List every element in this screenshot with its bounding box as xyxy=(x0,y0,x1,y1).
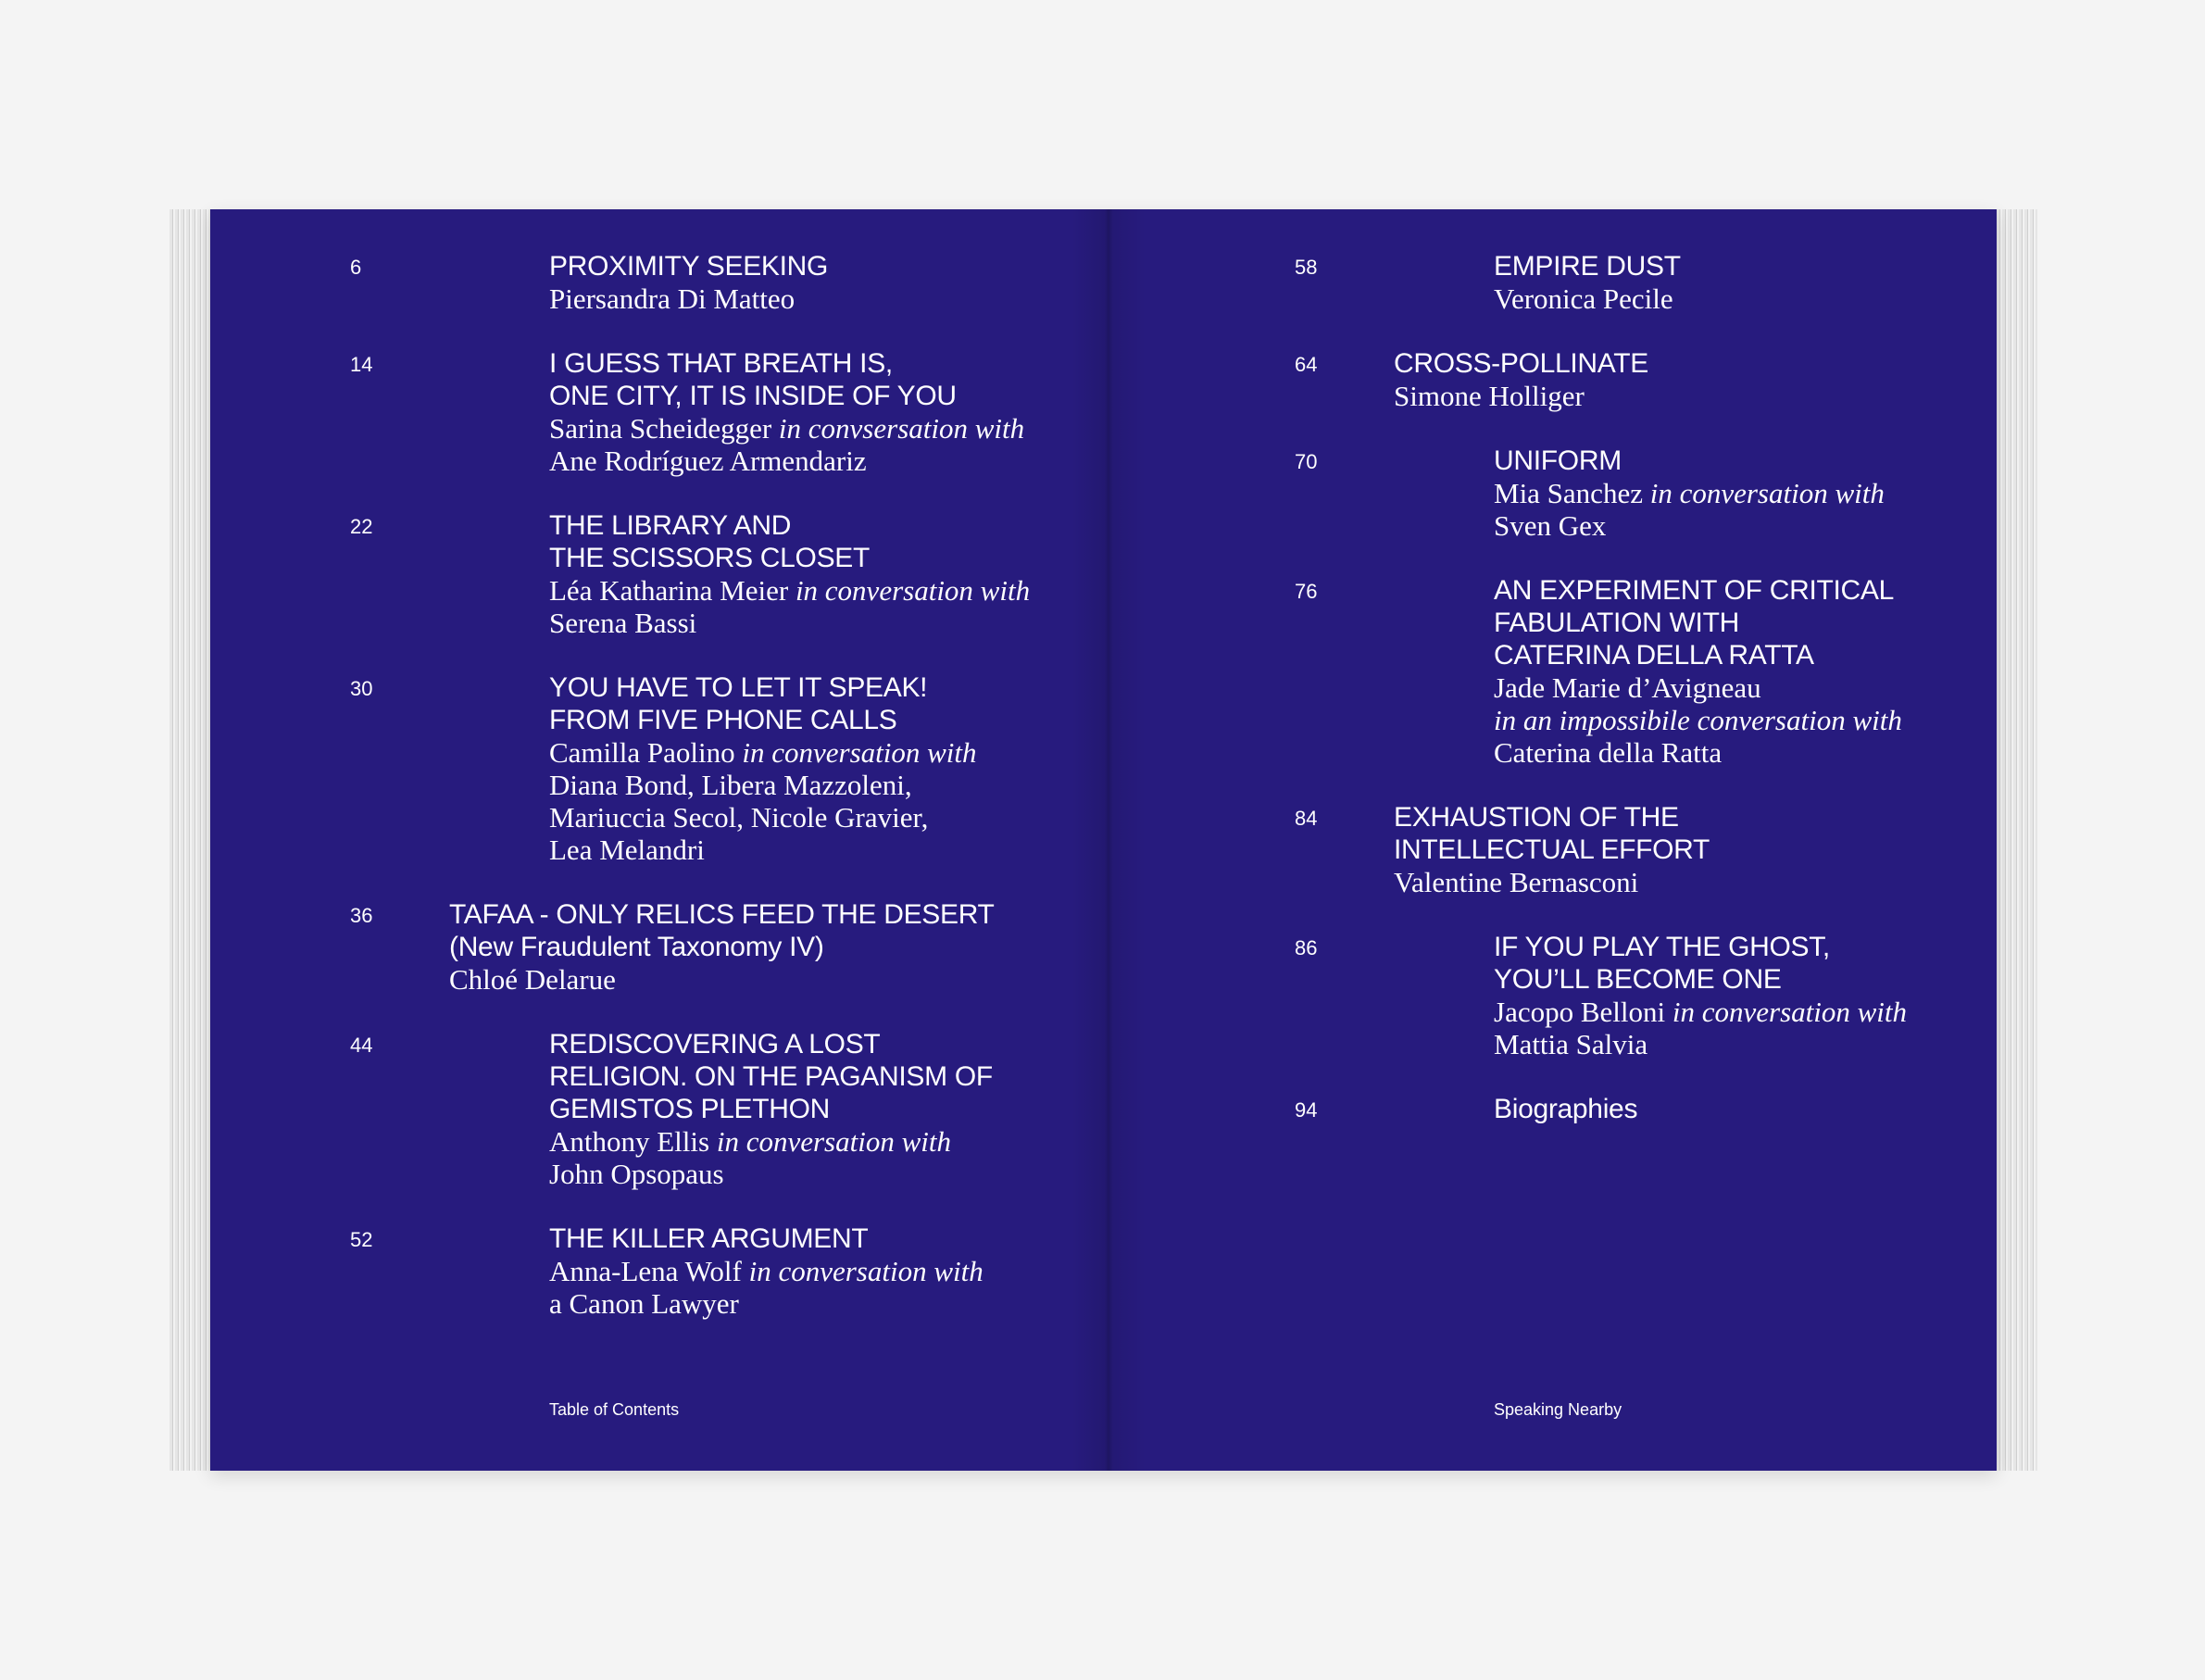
entry-conversation-note: in conversation with xyxy=(716,1125,951,1158)
entry-conversation-note: in conversation with xyxy=(1672,996,1908,1028)
left-page-edges xyxy=(169,209,210,1471)
entry-title: UNIFORM xyxy=(1494,445,1622,476)
entry-author: Piersandra Di Matteo xyxy=(549,282,796,315)
entry-interlocutor: Caterina della Ratta xyxy=(1494,736,1723,769)
toc-page-number: 58 xyxy=(1295,256,1318,279)
entry-author: Valentine Bernasconi xyxy=(1394,866,1639,898)
entry-title: YOU HAVE TO LET IT SPEAK! FROM FIVE PHONE CALLS xyxy=(549,672,928,735)
toc-entry xyxy=(449,898,1042,996)
entry-author: Jacopo Belloni xyxy=(1494,996,1666,1028)
toc-entry xyxy=(1494,1093,2012,1125)
entry-title: EMPIRE DUST xyxy=(1494,251,1681,282)
entry-author: Anna-Lena Wolf xyxy=(549,1255,742,1287)
open-booklet xyxy=(210,209,1997,1471)
entry-interlocutor: John Opsopaus xyxy=(549,1158,724,1190)
entry-conversation-note: in conversation with xyxy=(748,1255,983,1287)
toc-page-number: 14 xyxy=(350,353,373,376)
toc-entry xyxy=(549,1028,1068,1190)
toc-entry xyxy=(549,1222,1068,1320)
toc-page-number: 6 xyxy=(350,256,362,279)
entry-title: IF YOU PLAY THE GHOST, YOU’LL BECOME ONE xyxy=(1494,932,1830,995)
toc-page-number: 64 xyxy=(1295,353,1318,376)
toc-page-number: 44 xyxy=(350,1034,373,1057)
toc-page-number: 84 xyxy=(1295,807,1318,830)
entry-interlocutor: a Canon Lawyer xyxy=(549,1287,739,1320)
toc-entry xyxy=(1494,445,2012,542)
entry-title: AN EXPERIMENT OF CRITICAL FABULATION WITH CATERINA DELLA RATTA xyxy=(1494,575,1895,671)
entry-title: REDISCOVERING A LOST RELIGION. ON THE PAGANISM OF GEMISTOS PLETHON xyxy=(549,1029,993,1124)
entry-author: Léa Katharina Meier xyxy=(549,574,789,607)
entry-interlocutor: Mattia Salvia xyxy=(1494,1028,1648,1060)
toc-entry xyxy=(549,250,1068,315)
entry-interlocutor: Diana Bond, Libera Mazzoleni, Mariuccia Secol, Nicole Gravier, Lea Melandri xyxy=(549,769,929,866)
entry-author: Simone Holliger xyxy=(1394,380,1585,412)
entry-author: Anthony Ellis xyxy=(549,1125,710,1158)
book-spine xyxy=(1071,209,1146,1471)
entry-interlocutor: Serena Bassi xyxy=(549,607,697,639)
toc-page-number: 22 xyxy=(350,515,373,538)
toc-page-number: 30 xyxy=(350,677,373,700)
toc-page-number: 70 xyxy=(1295,450,1318,473)
toc-page-number: 36 xyxy=(350,904,373,927)
toc-entry xyxy=(549,509,1068,639)
toc-entry xyxy=(1494,931,2012,1060)
entry-title: EXHAUSTION OF THE INTELLECTUAL EFFORT xyxy=(1394,802,1710,865)
entry-author: Sarina Scheidegger xyxy=(549,412,772,445)
toc-entry xyxy=(1494,574,2012,769)
entry-author: Mia Sanchez xyxy=(1494,477,1643,509)
entry-conversation-note: in conversation with xyxy=(795,574,1031,607)
entry-author: Camilla Paolino xyxy=(549,736,735,769)
entry-interlocutor: Ane Rodríguez Armendariz xyxy=(549,445,867,477)
toc-page-number: 86 xyxy=(1295,936,1318,959)
right-page-edges xyxy=(1997,209,2037,1471)
toc-page-number: 52 xyxy=(350,1228,373,1251)
entry-conversation-note: in conversation with xyxy=(1649,477,1885,509)
entry-author: Chloé Delarue xyxy=(449,963,616,996)
entry-title: TAFAA - ONLY RELICS FEED THE DESERT (New Fraudulent Taxonomy IV) xyxy=(449,899,995,962)
left-page-footer: Table of Contents xyxy=(549,1400,680,1419)
toc-entry xyxy=(549,347,1068,477)
entry-title: I GUESS THAT BREATH IS, ONE CITY, IT IS INSIDE OF YOU xyxy=(549,348,957,411)
entry-conversation-note: in conversation with xyxy=(742,736,977,769)
toc-entry xyxy=(1394,347,1912,412)
entry-author: Veronica Pecile xyxy=(1494,282,1673,315)
toc-page-number: 94 xyxy=(1295,1098,1318,1122)
entry-title: PROXIMITY SEEKING xyxy=(549,251,829,282)
entry-title: Biographies xyxy=(1494,1094,1638,1124)
entry-author: Jade Marie d’Avigneau xyxy=(1494,671,1761,704)
entry-title: THE LIBRARY AND THE SCISSORS CLOSET xyxy=(549,510,871,573)
toc-page-number: 76 xyxy=(1295,580,1318,603)
entry-conversation-note: in an impossibile conversation with xyxy=(1494,704,1902,736)
toc-entry xyxy=(549,671,1068,866)
toc-entry xyxy=(1394,801,1912,898)
right-page-footer: Speaking Nearby xyxy=(1494,1400,1622,1419)
entry-interlocutor: Sven Gex xyxy=(1494,509,1607,542)
entry-title: THE KILLER ARGUMENT xyxy=(549,1223,869,1254)
toc-entry xyxy=(1494,250,2012,315)
entry-conversation-note: in convsersation with xyxy=(778,412,1025,445)
entry-title: CROSS-POLLINATE xyxy=(1394,348,1649,379)
